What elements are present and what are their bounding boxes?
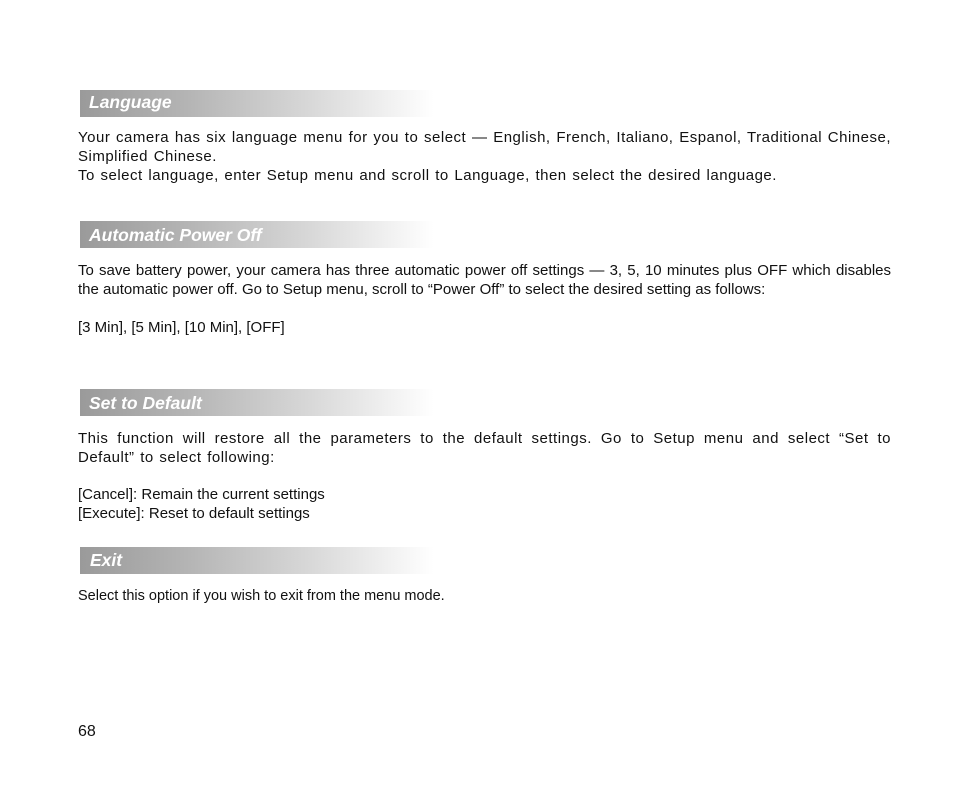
language-paragraph-2: To select language, enter Setup menu and scroll to Language, then select the desired language.: [78, 167, 777, 184]
set-to-default-paragraph-1: This function will restore all the parameters to the default settings. Go to Setup menu and select “Set to Default” to select following:: [78, 430, 891, 466]
language-paragraph-1: Your camera has six language menu for you to select — English, French, Italiano, Espanol, Traditional Chinese, Simplified Chinese.: [78, 129, 891, 165]
section-header-set-to-default: [80, 389, 434, 416]
section-header-language: [80, 90, 434, 117]
power-off-paragraph-1: To save battery power, your camera has three automatic power off settings — 3, 5, 10 minutes plus OFF which disables the automatic power off. Go to Setup menu, scroll to “Power Off” to select the desired setting as follows:: [78, 262, 891, 298]
exit-description: [78, 587, 891, 606]
power-off-description: [78, 261, 891, 299]
section-header-automatic-power-off: [80, 221, 434, 248]
set-to-default-cancel-option: [Cancel]: Remain the current settings: [78, 486, 325, 503]
section-title-automatic-power-off: Automatic Power Off: [89, 225, 262, 245]
language-description: [78, 128, 891, 185]
exit-paragraph-1: Select this option if you wish to exit from the menu mode.: [78, 588, 445, 604]
section-title-exit: Exit: [90, 550, 123, 570]
power-off-options-text: [3 Min], [5 Min], [10 Min], [OFF]: [78, 319, 285, 336]
set-to-default-execute-option: [Execute]: Reset to default settings: [78, 505, 310, 522]
set-to-default-options: [78, 485, 891, 523]
set-to-default-description: [78, 429, 891, 467]
section-title-set-to-default: Set to Default: [89, 393, 202, 413]
page-number: 68: [78, 723, 96, 740]
section-title-language: Language: [89, 92, 172, 112]
power-off-options: [78, 318, 891, 337]
section-header-exit: [80, 547, 434, 574]
